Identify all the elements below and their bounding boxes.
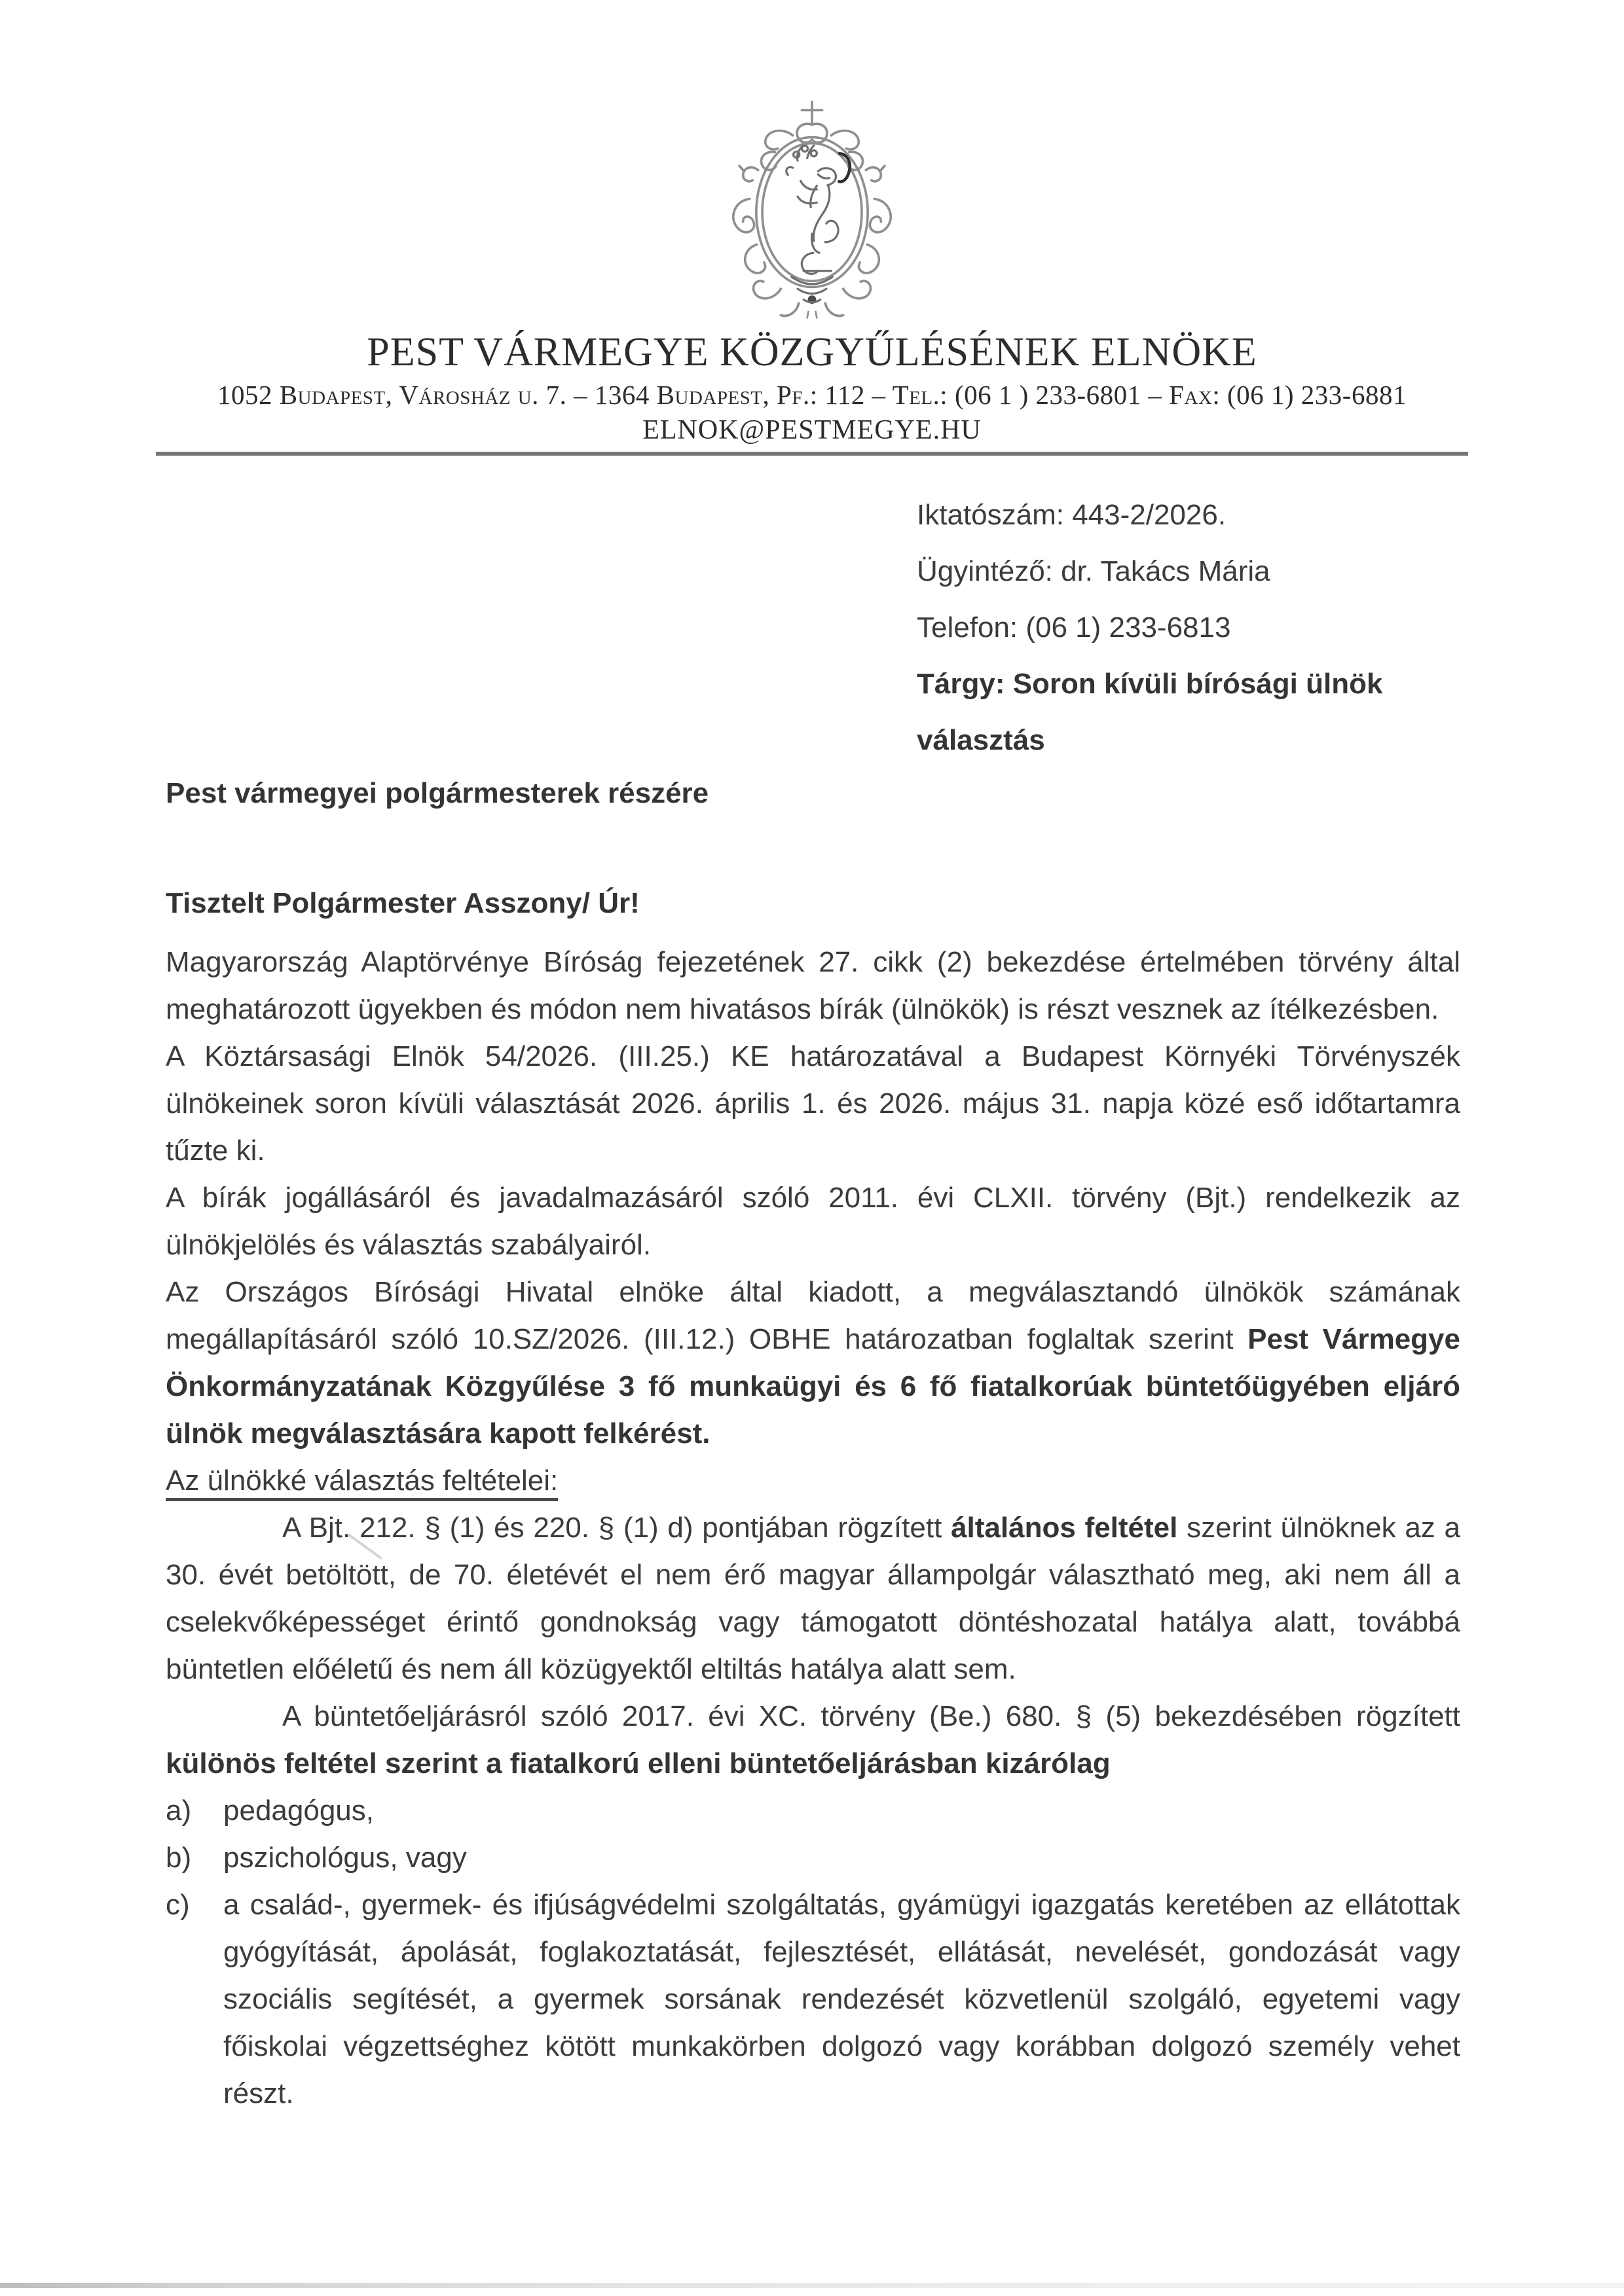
list-item-c (166, 1882, 1460, 2117)
paragraph-special-condition: A büntetőeljárásról szóló 2017. évi XC. törvény (Be.) 680. § (5) bekezdésében rögzített különös feltétel szerint a fiatalkorú elleni büntetőeljárásban kizárólag (166, 1700, 1460, 1779)
paragraph-constitution: Magyarország Alaptörvénye Bíróság fejezetének 27. cikk (2) bekezdése értelmében törvény által meghatározott ügyekben és módon nem hivatásos bírák (ülnökök) is részt vesznek az ítélkezésben. (166, 946, 1460, 1025)
list-item-b (166, 1834, 1460, 1882)
scan-bottom-edge (0, 2283, 1624, 2288)
list-marker-c: c) (166, 1889, 190, 1921)
county-crest-icon (722, 98, 902, 326)
list-marker-b: b) (166, 1842, 192, 1874)
paragraph-bjt-law: A bírák jogállásáról és javadalmazásáról szóló 2011. évi CLXII. törvény (Bjt.) rendelkezik az ülnökjelölés és választás szabályairól. (166, 1182, 1460, 1261)
list-item-a-text: pedagógus, (223, 1795, 374, 1827)
letter-body (166, 487, 1460, 2117)
meta-case-officer: Ügyintéző: dr. Takács Mária (917, 555, 1270, 587)
conditions-heading: Az ülnökké választás feltételei: (166, 1465, 559, 1497)
list-marker-a: a) (166, 1795, 192, 1827)
paragraph-president-decision: A Köztársasági Elnök 54/2026. (III.25.) KE határozatával a Budapest Környéki Törvényszék ülnökeinek soron kívüli választását 2026. április 1. és 2026. május 31. napja közé eső időtartamra tűzte ki. (166, 1040, 1460, 1167)
paragraph-obhe-decision: Az Országos Bírósági Hivatal elnöke által kiadott, a megválasztandó ülnökök számának megállapításáról szóló 10.SZ/2026. (III.12.) OBHE határozatban foglaltak szerint Pest Vármegye Önkormányzatának Közgyűlése 3 fő munkaügyi és 6 fő fiatalkorúak büntetőügyében eljáró ülnök megválasztására kapott felkérést. (166, 1276, 1460, 1449)
salutation-line: Tisztelt Polgármester Asszony/ Úr! (166, 887, 640, 919)
meta-subject: Tárgy: Soron kívüli bírósági ülnök választás (917, 668, 1383, 756)
meta-phone: Telefon: (06 1) 233-6813 (917, 611, 1231, 644)
meta-block (917, 487, 1467, 769)
addressee-line: Pest vármegyei polgármesterek részére (166, 777, 709, 809)
list-item-c-text: a család-, gyermek- és ifjúságvédelmi szolgáltatás, gyámügyi igazgatás keretében az ellátottak gyógyítását, ápolását, foglakoztatását, fejlesztését, ellátását, nevelését, gondozását vagy szociális segítését, a gyermek sorsának rendezését közvetlenül szolgáló, egyetemi vagy főiskolai végzettséghez kötött munkakörben dolgozó vagy korábban dolgozó személy vehet részt. (223, 1889, 1460, 2109)
org-email: ELNOK@PESTMEGYE.HU (642, 415, 982, 445)
list-item-b-text: pszichológus, vagy (223, 1842, 467, 1874)
meta-registry-number: Iktatószám: 443-2/2026. (917, 499, 1227, 531)
paragraph-general-condition: A Bjt. 212. § (1) és 220. § (1) d) pontjában rögzített általános feltétel szerint ülnöknek az a 30. évét betöltött, de 70. életévét el nem érő magyar állampolgár választható meg, aki nem áll a cselekvőképességet érintő gondnokság vagy támogatott döntéshozatal hatálya alatt, továbbá büntetlen előéletű és nem áll közügyektől eltiltás hatálya alatt sem. (166, 1512, 1461, 1685)
org-address-line: 1052 Budapest, Városház u. 7. – 1364 Budapest, Pf.: 112 – Tel.: (06 1 ) 233-6801 – Fax: (06 1) 233-6881 (217, 380, 1407, 410)
header-rule (156, 452, 1468, 456)
org-name: PEST VÁRMEGYE KÖZGYŰLÉSÉNEK ELNÖKE (367, 330, 1257, 374)
list-item-a (166, 1787, 1460, 1834)
